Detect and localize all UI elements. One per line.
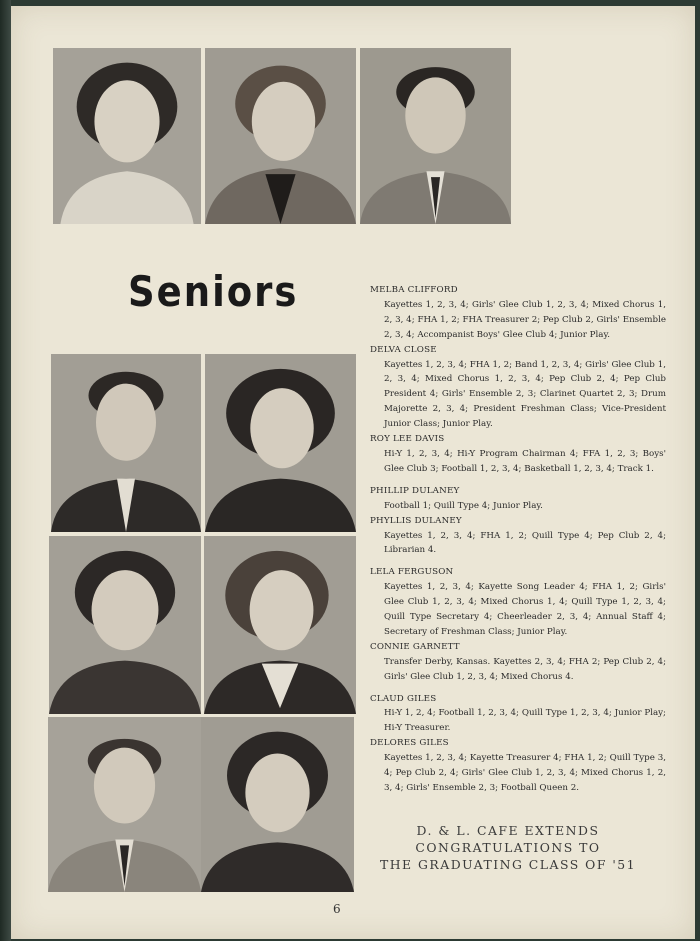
senior-name: CLAUD GILES <box>370 693 437 704</box>
sponsor-ad-line: D. & L. CAFE EXTENDS <box>416 823 600 838</box>
senior-activities: Kayettes 1, 2, 3, 4; Kayette Treasurer 4; FHA 1, 2; Quill Type 3, 4; Pep Club 2, 4; Girls' Glee Club 1, 2, 3, 4; Mixed Chorus 1, 2, 3, 4; Girls' Ensemble 2, 3; Football Queen 2. <box>384 753 666 793</box>
sponsor-ad <box>374 822 642 873</box>
senior-entry <box>360 432 666 477</box>
sponsor-ad-line: CONGRATULATIONS TO <box>415 840 601 855</box>
portrait-photo <box>49 536 201 714</box>
senior-entry <box>360 692 666 737</box>
portrait-photo <box>53 48 201 224</box>
senior-activities: Kayettes 1, 2, 3, 4; FHA 1, 2; Band 1, 2, 3, 4; Girls' Glee Club 1, 2, 3, 4; Mixed Chorus 1, 2, 3, 4; Pep Club 2, 4; Pep Club President 4; Girls' Ensemble 2, 3; Clarinet Quartet 2, 3; Drum Majorette 2, 3, 4; President Freshman Class; Vice-President Junior Class; Junior Play. <box>384 359 666 430</box>
book-spine <box>0 0 11 941</box>
senior-name: PHILLIP DULANEY <box>370 485 460 496</box>
portrait-photo <box>205 48 356 224</box>
senior-activities: Kayettes 1, 2, 3, 4; Girls' Glee Club 1, 2, 3, 4; Mixed Chorus 1, 2, 3, 4; FHA 1, 2; FHA Treasurer 2; Pep Club 2, Girls' Ensemble 2, 3, 4; Accompanist Boys' Glee Club 4; Junior Play. <box>384 299 666 340</box>
senior-activities: Hi-Y 1, 2, 3, 4; Hi-Y Program Chairman 4; FFA 1, 2, 3; Boys' Glee Club 3; Football 1, 2, 3, 4; Basketball 1, 2, 3, 4; Track 1. <box>384 448 666 474</box>
senior-entry <box>360 283 666 343</box>
portrait-photo <box>204 536 356 714</box>
portrait-photo <box>360 48 511 224</box>
portrait-photo <box>201 717 354 892</box>
page-number: 6 <box>333 902 341 916</box>
portrait-photo <box>205 354 356 532</box>
page-title: Seniors <box>128 268 299 317</box>
senior-activities: Hi-Y 1, 2, 4; Football 1, 2, 3, 4; Quill Type 1, 2, 3, 4; Junior Play; Hi-Y Treasurer. <box>384 708 666 734</box>
senior-name: DELVA CLOSE <box>370 344 437 355</box>
senior-name: PHYLLIS DULANEY <box>370 515 462 526</box>
senior-name: MELBA CLIFFORD <box>370 285 458 295</box>
senior-entry <box>360 640 666 685</box>
portrait-photo <box>51 354 201 532</box>
senior-entry <box>360 484 666 514</box>
senior-name: DELORES GILES <box>370 738 449 749</box>
senior-entry <box>360 343 666 432</box>
senior-entry <box>360 514 666 559</box>
senior-activities: Football 1; Quill Type 4; Junior Play. <box>384 500 543 511</box>
senior-entry <box>360 736 666 796</box>
senior-entry <box>360 565 666 640</box>
senior-activities-list <box>360 283 666 796</box>
senior-name: CONNIE GARNETT <box>370 641 460 652</box>
senior-name: ROY LEE DAVIS <box>370 434 445 445</box>
sponsor-ad-line: THE GRADUATING CLASS OF '51 <box>379 857 637 872</box>
senior-activities: Kayettes 1, 2, 3, 4; FHA 1, 2; Quill Type 4; Pep Club 2, 4; Librarian 4. <box>384 530 666 556</box>
senior-name: LELA FERGUSON <box>370 567 454 578</box>
senior-activities: Kayettes 1, 2, 3, 4; Kayette Song Leader 4; FHA 1, 2; Girls' Glee Club 1, 2, 3, 4; Mixed Chorus 1, 4; Quill Type 1, 2, 3, 4; Quill Type Secretary 4; Cheerleader 2, 3, 4; Annual Staff 4; Secretary of Freshman Class; Junior Play. <box>384 582 666 637</box>
senior-activities: Transfer Derby, Kansas. Kayettes 2, 3, 4; FHA 2; Pep Club 2, 4; Girls' Glee Club 1, 2, 3, 4; Mixed Chorus 4. <box>384 656 666 682</box>
portrait-photo <box>48 717 201 892</box>
